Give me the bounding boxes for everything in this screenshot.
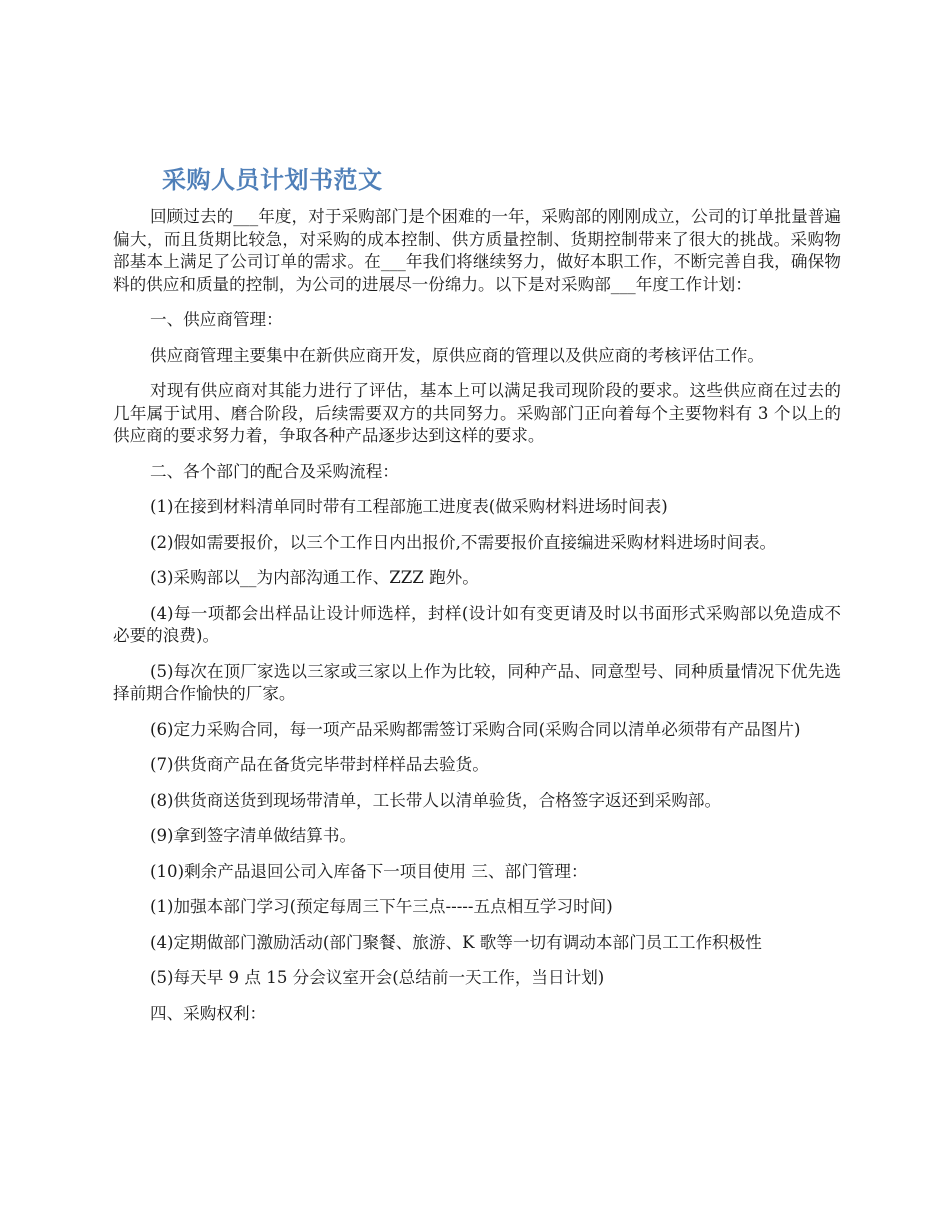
list-item: (1)在接到材料清单同时带有工程部施工进度表(做采购材料进场时间表): [150, 497, 668, 516]
section-heading-supplier-management: 一、供应商管理：: [150, 310, 283, 329]
list-item: (10)剩余产品退回公司入库备下一项目使用 三、部门管理：: [150, 861, 588, 881]
document-body: [113, 206, 841, 1038]
list-item: (5)每天早 9 点 15 分会议室开会(总结前一天工作，当日计划): [150, 968, 605, 987]
list-item: (2)假如需要报价，以三个工作日内出报价,不需要报价直接编进采购材料进场时间表。: [150, 532, 777, 552]
list-item: (3)采购部以__为内部沟通工作、ZZZ 跑外。: [150, 568, 479, 587]
list-item: (4)定期做部门激励活动(部门聚餐、旅游、K 歌等一切有调动本部门员工工作积极性: [150, 932, 762, 952]
intro-paragraph: 回顾过去的___年度，对于采购部门是个困难的一年，采购部的刚刚成立，公司的订单批量普遍偏大，而且货期比较急，对采购的成本控制、供方质量控制、货期控制带来了很大的挑战。采购物部基本上满足了公司订单的需求。在___年我们将继续努力，做好本职工作，不断完善自我，确保物料的供应和质量的控制，为公司的进展尽一份绵力。以下是对采购部___年度工作计划：: [113, 207, 841, 294]
list-item: (9)拿到签字清单做结算书。: [150, 826, 357, 845]
section-heading-department-cooperation: 二、各个部门的配合及采购流程：: [150, 461, 399, 481]
section-heading-purchasing-rights: 四、采购权利：: [150, 1003, 267, 1023]
list-item: (5)每次在顶厂家选以三家或三家以上作为比较，同种产品、同意型号、同种质量情况下优先选择前期合作愉快的厂家。: [113, 661, 841, 703]
list-item: (8)供货商送货到现场带清单，工长带人以清单验货，合格签字返还到采购部。: [150, 790, 722, 810]
document-title: 采购人员计划书范文: [162, 166, 383, 194]
list-item: (1)加强本部门学习(预定每周三下午三点-----五点相互学习时间): [150, 897, 613, 916]
paragraph: 供应商管理主要集中在新供应商开发，原供应商的管理以及供应商的考核评估工作。: [150, 345, 764, 365]
list-item: (6)定力采购合同，每一项产品采购都需签订采购合同(采购合同以清单必须带有产品图片): [150, 719, 801, 739]
paragraph: 对现有供应商对其能力进行了评估，基本上可以满足我司现阶段的要求。这些供应商在过去的几年属于试用、磨合阶段，后续需要双方的共同努力。采购部门正向着每个主要物料有 3 个以上的供应商的要求努力着，争取各种产品逐步达到这样的要求。: [113, 381, 841, 445]
list-item: (4)每一项都会出样品让设计师选样，封样(设计如有变更请及时以书面形式采购部以免造成不必要的浪费)。: [113, 603, 841, 645]
list-item: (7)供货商产品在备货完毕带封样样品去验货。: [150, 755, 489, 774]
